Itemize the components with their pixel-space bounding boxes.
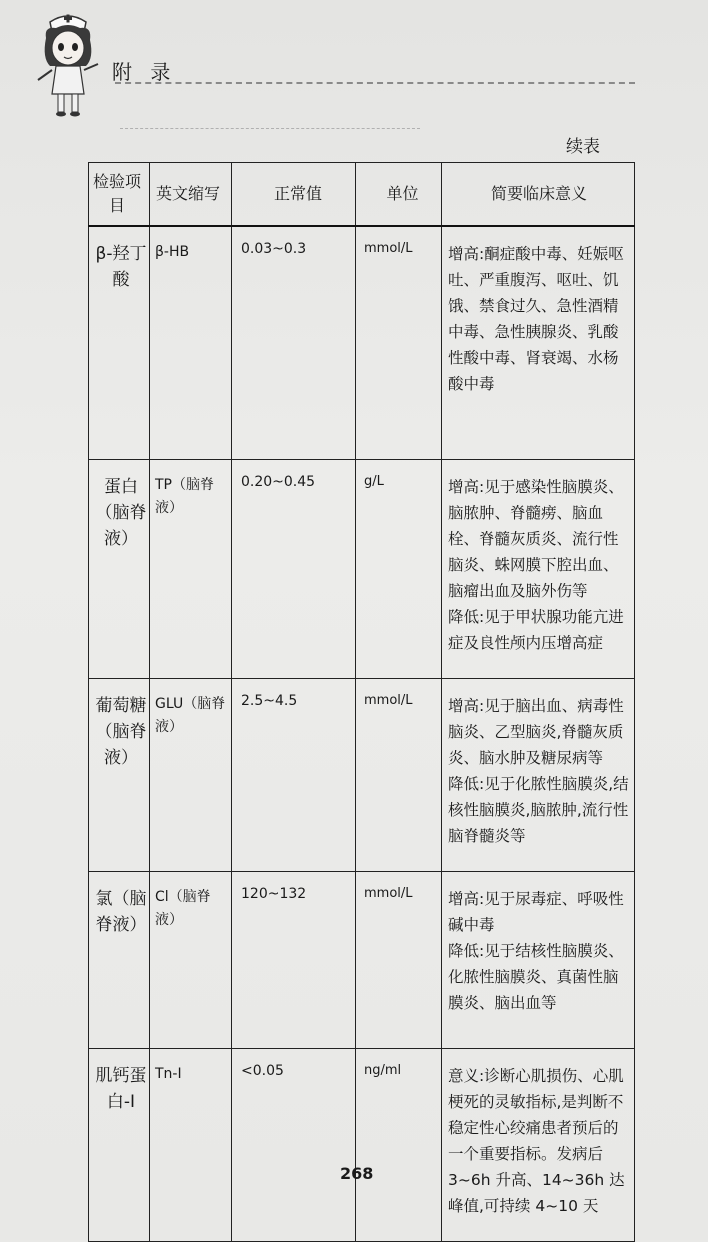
significance-line: 降低:见于甲状腺功能亢进症及良性颅内压增高症 [448, 608, 624, 652]
table-row [89, 226, 635, 460]
test-abbr: TP（脑脊液） [150, 460, 232, 679]
unit: g/L [356, 460, 442, 679]
unit: ng/ml [356, 1049, 442, 1242]
table-row [89, 872, 635, 1049]
table-row [89, 1049, 635, 1242]
section-label: 附 录 [112, 60, 177, 84]
significance-line: 增高:见于感染性脑膜炎、脑脓肿、脊髓痨、脑血栓、脊髓灰质炎、流行性脑炎、蛛网膜下腔出血、脑瘤出血及脑外伤等 [448, 478, 624, 600]
table-row [89, 460, 635, 679]
column-header-item: 检验项目 [89, 163, 150, 227]
test-item: β-羟丁酸 [89, 226, 150, 460]
normal-range: 0.03~0.3 [232, 226, 356, 460]
test-abbr: GLU（脑脊液） [150, 679, 232, 872]
test-item: 肌钙蛋白-I [89, 1049, 150, 1242]
significance-line: 增高:见于脑出血、病毒性脑炎、乙型脑炎,脊髓灰质炎、脑水肿及糖尿病等 [448, 697, 624, 767]
column-header-significance: 简要临床意义 [442, 163, 635, 227]
clinical-significance [442, 460, 635, 679]
lab-test-table [88, 162, 635, 1242]
test-abbr: Cl（脑脊液） [150, 872, 232, 1049]
column-header-abbr: 英文缩写 [150, 163, 232, 227]
test-abbr: β-HB [150, 226, 232, 460]
clinical-significance [442, 1049, 635, 1242]
normal-range: <0.05 [232, 1049, 356, 1242]
significance-line: 增高:见于尿毒症、呼吸性碱中毒 [448, 890, 624, 934]
unit: mmol/L [356, 679, 442, 872]
unit: mmol/L [356, 226, 442, 460]
significance-line: 降低:见于化脓性脑膜炎,结核性脑膜炎,脑脓肿,流行性脑脊髓炎等 [448, 775, 629, 845]
unit: mmol/L [356, 872, 442, 1049]
nurse-mascot-icon [28, 8, 108, 128]
test-item: 蛋白（脑脊液） [89, 460, 150, 679]
table-row [89, 679, 635, 872]
continued-label: 续表 [566, 137, 600, 157]
significance-line: 意义:诊断心肌损伤、心肌梗死的灵敏指标,是判断不稳定性心绞痛患者预后的一个重要指标。发病后 3~6h 升高、14~36h 达峰值,可持续 4~10 天 [448, 1067, 625, 1215]
column-header-normal: 正常值 [232, 163, 356, 227]
clinical-significance [442, 872, 635, 1049]
normal-range: 0.20~0.45 [232, 460, 356, 679]
clinical-significance [442, 226, 635, 460]
significance-line: 降低:见于结核性脑膜炎、化脓性脑膜炎、真菌性脑膜炎、脑出血等 [448, 942, 624, 1012]
clinical-significance [442, 679, 635, 872]
header-divider-secondary [120, 128, 420, 129]
column-header-unit: 单位 [356, 163, 442, 227]
test-item: 葡萄糖（脑脊液） [89, 679, 150, 872]
test-abbr: Tn-I [150, 1049, 232, 1242]
page-number: 268 [340, 1164, 374, 1183]
header-divider [115, 82, 635, 84]
table-header [89, 163, 635, 227]
test-item: 氯（脑脊液） [89, 872, 150, 1049]
significance-line: 增高:酮症酸中毒、妊娠呕吐、严重腹泻、呕吐、饥饿、禁食过久、急性酒精中毒、急性胰腺炎、乳酸性酸中毒、肾衰竭、水杨酸中毒 [448, 245, 624, 393]
normal-range: 2.5~4.5 [232, 679, 356, 872]
normal-range: 120~132 [232, 872, 356, 1049]
